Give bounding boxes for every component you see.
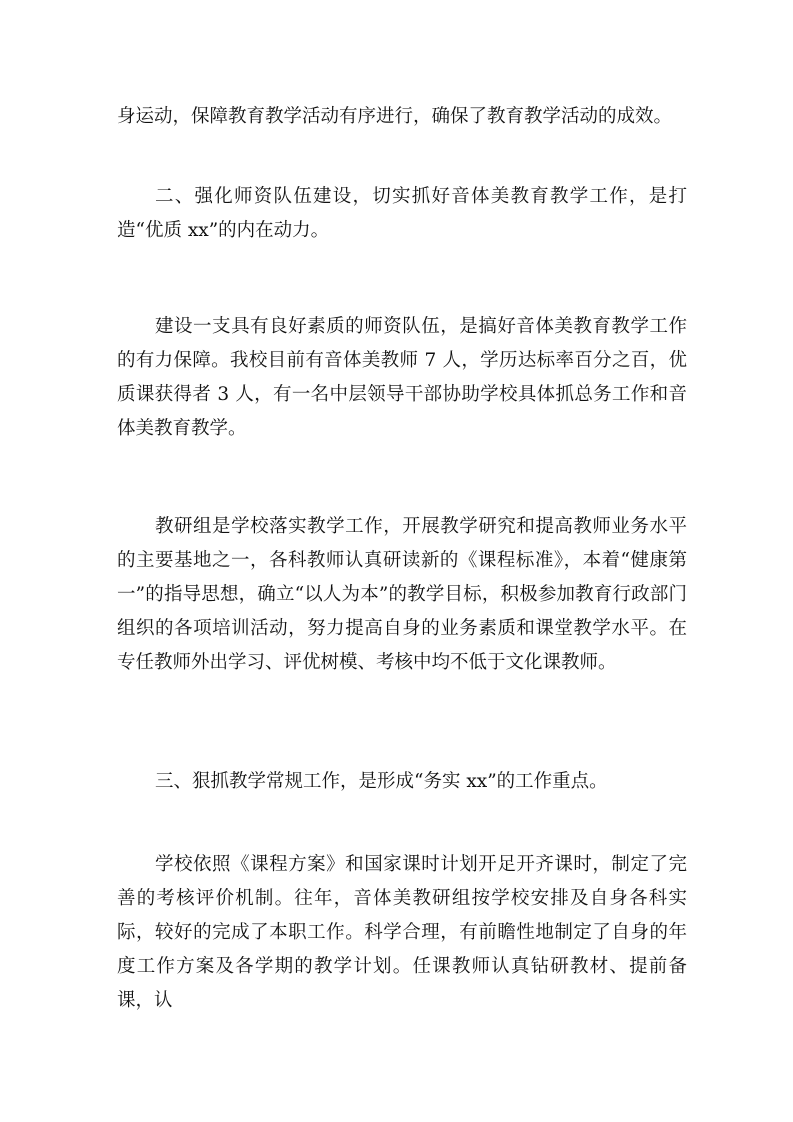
- paragraph-section-three-heading: 三、狠抓教学常规工作，是形成“务实 xx”的工作重点。: [155, 771, 608, 792]
- paragraph-teaching-research-group: 教研组是学校落实教学工作，开展教学研究和提高教师业务水平的主要基地之一，各科教师认真研读新的《课程标准》，本着“健康第一”的指导思想，确立“以人为本”的教学目标，积极参加教育行政部门组织的各项培训活动，努力提高自身的业务素质和课堂教学水平。在专任教师外出学习、评优树模、考核中均不低于文化课教师。: [117, 516, 687, 673]
- paragraph-continuation: 身运动，保障教育教学活动有序进行，确保了教育教学活动的成效。: [117, 106, 673, 127]
- paragraph-section-two-heading: 二、强化师资队伍建设，切实抓好音体美教育教学工作，是打造“优质 xx”的内在动力。: [117, 186, 687, 241]
- paragraph-course-plan: 学校依照《课程方案》和国家课时计划开足开齐课时，制定了完善的考核评价机制。往年，音体美教研组按学校安排及自身各科实际，较好的完成了本职工作。科学合理，有前瞻性地制定了自身的年度工作方案及各学期的教学计划。任课教师认真钻研教材、提前备课，认: [117, 854, 687, 1011]
- paragraph-teacher-team: 建设一支具有良好素质的师资队伍，是搞好音体美教育教学工作的有力保障。我校目前有音体美教师 7 人，学历达标率百分之百，优质课获得者 3 人，有一名中层领导干部协助学校具体抓总务工作和音体美教育教学。: [117, 316, 687, 439]
